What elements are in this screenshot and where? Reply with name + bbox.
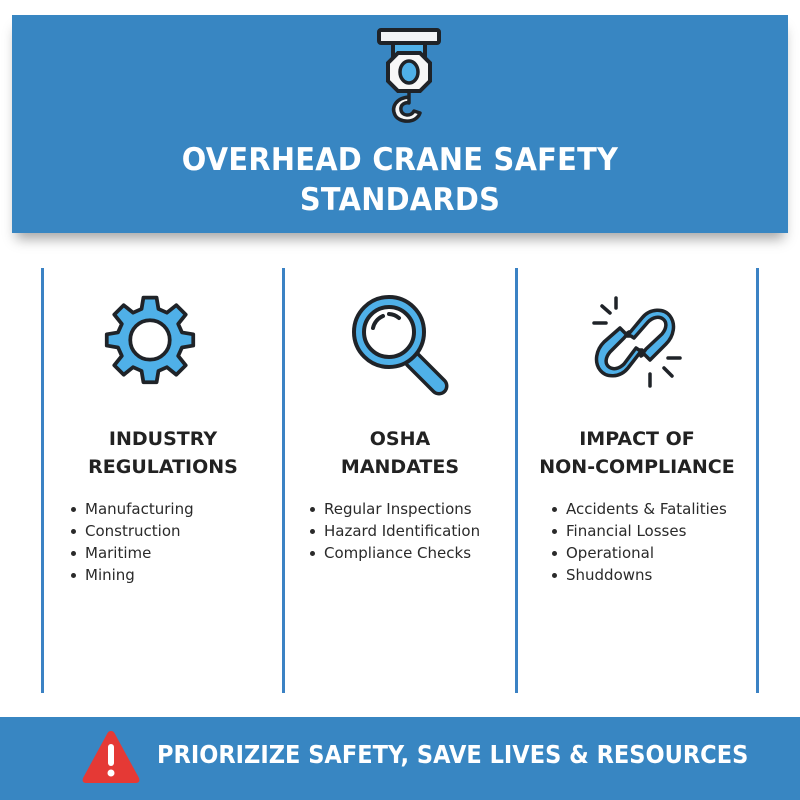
bullet-list <box>70 498 194 586</box>
gear-icon <box>103 292 197 386</box>
column-industry-regulations <box>44 268 282 693</box>
column-divider <box>756 268 759 693</box>
magnifying-glass-icon <box>345 288 455 398</box>
list-item: Regular Inspections <box>309 498 480 520</box>
list-item: Compliance Checks <box>309 542 480 564</box>
list-item: Manufacturing <box>70 498 194 520</box>
footer-banner <box>0 717 800 800</box>
page-title <box>39 140 761 220</box>
list-item: Maritime <box>70 542 194 564</box>
column-title: OSHA MANDATES <box>340 428 460 478</box>
column-osha-mandates <box>285 268 515 693</box>
broken-chain-icon <box>590 294 686 392</box>
list-item: Accidents & Fatalities <box>551 498 727 520</box>
column-title: IMPACT OF NON-COMPLIANCE <box>539 428 735 478</box>
column-impact-non-compliance <box>518 268 756 693</box>
list-item: Hazard Identification <box>309 520 480 542</box>
header-banner <box>12 15 788 233</box>
column-title: INDUSTRY REGULATIONS <box>88 428 238 478</box>
list-item: Mining <box>70 564 194 586</box>
title-line-1: OVERHEAD CRANE SAFETY <box>181 142 619 178</box>
crane-hook-icon <box>376 27 442 125</box>
title-line-2: STANDARDS <box>299 182 501 218</box>
list-item: Operational <box>551 542 727 564</box>
footer-slogan: PRIORIZIZE SAFETY, SAVE LIVES & RESOURCES <box>157 740 749 769</box>
list-item: Shuddowns <box>551 564 727 586</box>
bullet-list <box>309 498 480 564</box>
list-item: Construction <box>70 520 194 542</box>
list-item: Financial Losses <box>551 520 727 542</box>
warning-triangle-icon <box>80 728 142 786</box>
bullet-list <box>551 498 727 586</box>
